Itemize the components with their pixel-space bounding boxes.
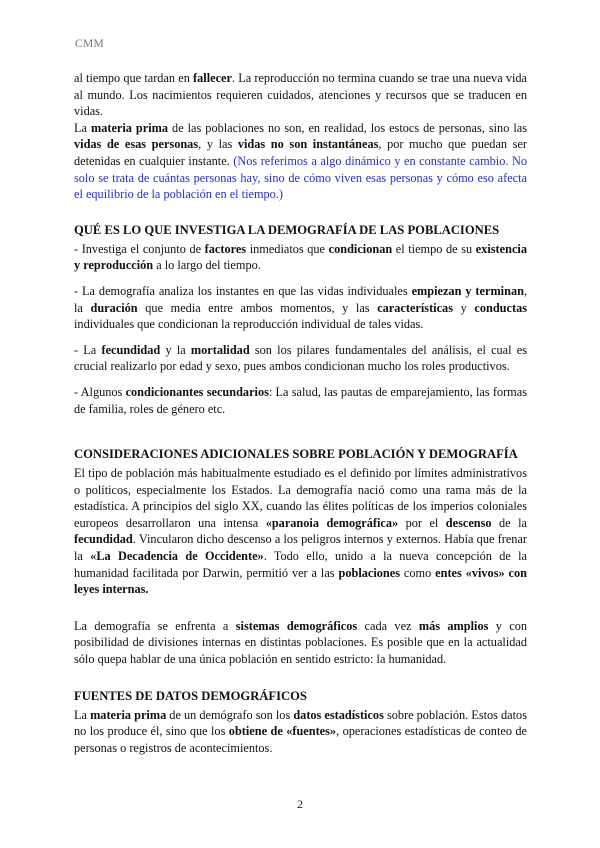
section-heading-fuentes: FUENTES DE DATOS DEMOGRÁFICOS xyxy=(74,688,307,703)
list-item: - La demografía analiza los instantes en que las vidas individuales empiezan y terminan, la duración que media entre ambos momentos, y las características y conductas individuales que condicionan la reproducción individual de tales vidas. xyxy=(74,283,528,332)
page-header: CMM xyxy=(75,38,105,50)
list-item: - Investiga el conjunto de factores inmediatos que condicionan el tiempo de su existencia y reproducción a lo largo del tiempo. xyxy=(74,241,527,273)
page-number: 2 xyxy=(297,797,303,811)
body-paragraph: La materia prima de un demógrafo son los datos estadísticos sobre población. Estos datos no los produce él, sino que los obtiene de «fuentes», operaciones estadísticas de conteo de personas o registros de acontecimientos. xyxy=(74,707,527,755)
document-body xyxy=(74,70,527,756)
intro-paragraph-2: La materia prima de las poblaciones no son, en realidad, los estocs de personas, sino las vidas de esas personas, y las vidas no son instantáneas, por mucho que puedan ser detenidas en cualquier instante. (Nos referimos a algo dinámico y en constante cambio. No solo se trata de cuántas personas hay, sino de cómo viven esas personas y cómo eso afecta el equilibrio de la población en el tiempo.) xyxy=(74,120,528,202)
list-item: - Algunos condicionantes secundarios: La salud, las pautas de emparejamiento, las formas de familia, roles de género etc. xyxy=(74,384,527,416)
body-paragraph: La demografía se enfrenta a sistemas demográficos cada vez más amplios y con posibilidad de divisiones internas en distintas poblaciones. Es posible que en la actualidad sólo quepa hablar de una única población en sentido estricto: la humanidad. xyxy=(74,618,528,667)
body-paragraph: El tipo de población más habitualmente estudiado es el definido por límites administrativos o políticos, especialmente los Estados. La demografía nació como una rama más de la estadística. A principios del siglo XX, cuando las élites políticas de los imperios coloniales europeos desarrollaron una intensa «paranoia demográfica» por el descenso de la fecundidad. Vincularon dicho descenso a los peligros internos y externos. Había que frenar la «La Decadencia de Occidente». Todo ello, unido a la nueva concepción de la humanidad facilitada por Darwin, permitió ver a las poblaciones como entes «vivos» con leyes internas. xyxy=(74,466,527,597)
intro-paragraph-1: al tiempo que tardan en fallecer. La reproducción no termina cuando se trae una nueva vida al mundo. Los nacimientos requieren cuidados, atenciones y recursos que se traducen en vidas. xyxy=(74,71,528,119)
section-heading-consideraciones: CONSIDERACIONES ADICIONALES SOBRE POBLACIÓN Y DEMOGRAFÍA xyxy=(74,447,518,462)
section-heading-investiga: QUÉ ES LO QUE INVESTIGA LA DEMOGRAFÍA DE LAS POBLACIONES xyxy=(74,222,500,237)
blue-annotation: (Nos referimos a algo dinámico y en constante cambio. No solo se trata de cuántas personas hay, sino de cómo viven esas personas y cómo eso afecta el equilibrio de la población en el tiempo.) xyxy=(74,153,527,202)
list-item: - La fecundidad y la mortalidad son los pilares fundamentales del análisis, el cual es crucial realizarlo por edad y sexo, pues ambos condicionan mucho los roles productivos. xyxy=(74,342,527,374)
